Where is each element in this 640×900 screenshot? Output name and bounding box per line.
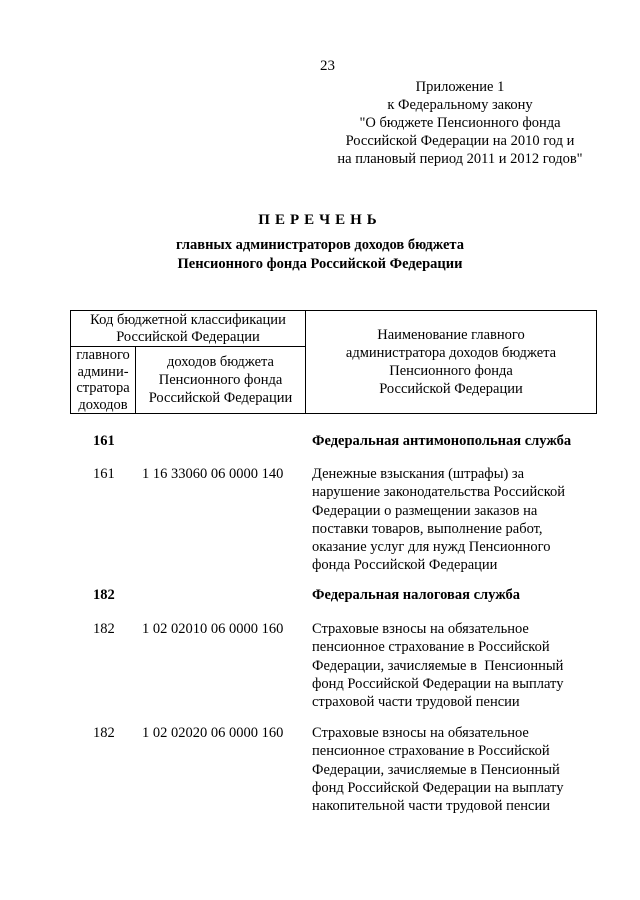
income-code: 1 02 02010 06 0000 160 [142,621,284,637]
admin-code: 182 [93,587,115,603]
document-subtitle [0,236,640,274]
appendix-line: Российской Федерации на 2010 год и [345,133,575,149]
table-header [70,310,597,414]
header-line: админи- [77,363,129,380]
income-description [312,724,602,815]
description-line: нарушение законодательства Российской [312,484,566,501]
subtitle-line: Пенсионного фонда Российской Федерации [177,256,463,272]
appendix-reference [330,78,590,168]
appendix-line: Приложение 1 [415,79,505,95]
description-line: Денежные взыскания (штрафы) за [312,466,525,482]
admin-code: 182 [93,621,115,637]
description-line: фонда Российской Федерации [312,557,498,574]
code-group-header [71,311,306,347]
description-line: фонд Российской Федерации на выплату [312,779,564,796]
description-line: фонд Российской Федерации на выплату [312,675,564,692]
name-column-header [306,311,597,414]
header-line: Российской Федерации [148,390,293,406]
header-line: Наименование главного [377,327,525,343]
header-line: стратора [76,380,130,396]
admin-code: 161 [93,433,115,449]
description-line: поставки товаров, выполнение работ, [312,520,543,537]
income-column-header [136,347,306,414]
header-line: главного [76,347,130,363]
income-code: 1 16 33060 06 0000 140 [142,466,284,482]
header-line: доходов бюджета [167,354,274,370]
name-line: Федеральная антимонопольная служба [312,433,572,449]
page-number: 23 [320,58,335,74]
income-description [312,465,602,575]
admin-code: 161 [93,466,115,482]
appendix-line: "О бюджете Пенсионного фонда [359,115,561,131]
admin-column-header [71,347,136,414]
header-line: Пенсионного фонда [158,372,283,388]
description-line: Федерации, зачисляемые в Пенсионный [312,657,564,674]
income-code: 1 02 02020 06 0000 160 [142,725,284,741]
appendix-line: на плановый период 2011 и 2012 годов" [337,151,583,167]
header-line: Пенсионного фонда [389,363,513,379]
administrator-name [312,586,602,604]
description-line: пенсионное страхование в Российской [312,639,550,656]
description-line: Федерации, зачисляемые в Пенсионный [312,761,560,778]
header-line: Российской Федерации [379,381,523,397]
admin-code: 182 [93,725,115,741]
subtitle-line: главных администраторов доходов бюджета [176,237,464,253]
description-line: Страховые взносы на обязательное [312,725,529,741]
income-description [312,620,602,711]
description-line: Страховые взносы на обязательное [312,621,529,637]
header-line: доходов [78,396,128,413]
administrator-name [312,432,602,450]
appendix-line: к Федеральному закону [387,97,533,113]
description-line: Федерации о размещении заказов на [312,502,538,519]
name-line: Федеральная налоговая служба [312,587,521,603]
code-group-label: Код бюджетной классификации Российской Федерации [90,311,286,345]
document-title: ПЕРЕЧЕНЬ [258,212,382,228]
description-line: оказание услуг для нужд Пенсионного [312,539,551,556]
description-line: накопительной части трудовой пенсии [312,798,551,815]
header-line: администратора доходов бюджета [345,345,557,361]
description-line: страховой части трудовой пенсии [312,694,520,711]
description-line: пенсионное страхование в Российской [312,743,550,760]
